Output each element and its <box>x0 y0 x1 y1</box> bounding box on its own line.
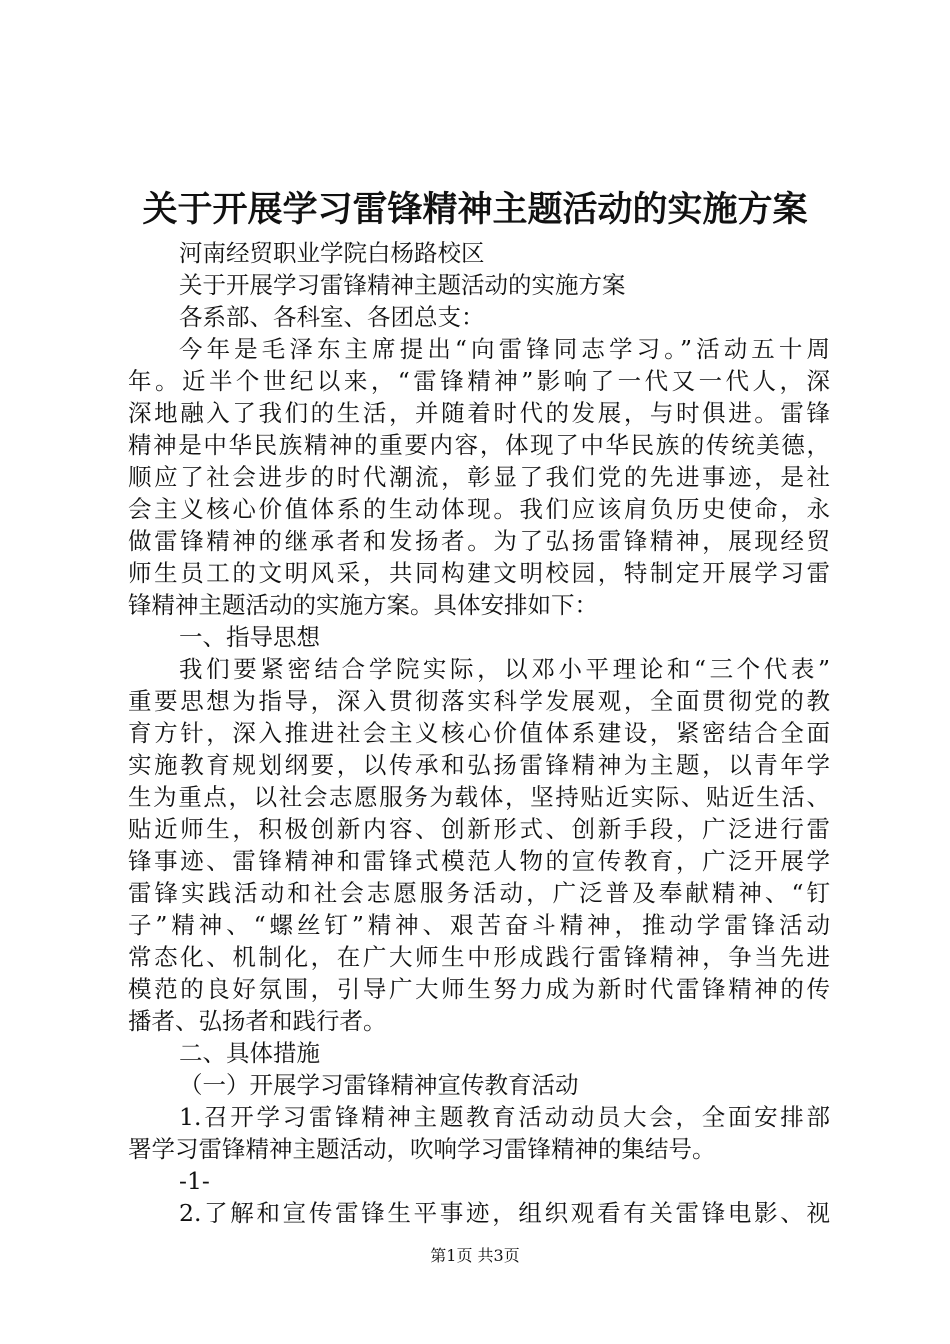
text-line: 我们要紧密结合学院实际，以邓小平理论和“三个代表” <box>179 655 830 683</box>
text-line: 育方针，深入推进社会主义核心价值体系建设，紧密结合全面 <box>128 719 830 747</box>
text-line: 1.召开学习雷锋精神主题教育活动动员大会，全面安排部 <box>179 1103 830 1131</box>
text-line: 雷锋实践活动和社会志愿服务活动，广泛普及奉献精神、“钉 <box>128 879 830 907</box>
text-line: 子”精神、“螺丝钉”精神、艰苦奋斗精神，推动学雷锋活动 <box>128 911 830 939</box>
text-line: 师生员工的文明风采，共同构建文明校园，特制定开展学习雷 <box>128 559 830 587</box>
page-footer: 第1页 共3页 <box>430 1246 520 1265</box>
text-line: （一）开展学习雷锋精神宣传教育活动 <box>179 1071 579 1099</box>
text-line: 关于开展学习雷锋精神主题活动的实施方案 <box>179 271 626 299</box>
text-line: 会主义核心价值体系的生动体现。我们应该肩负历史使命，永 <box>128 495 830 523</box>
text-line: 署学习雷锋精神主题活动，吹响学习雷锋精神的集结号。 <box>128 1135 716 1163</box>
text-line: 模范的良好氛围，引导广大师生努力成为新时代雷锋精神的传 <box>128 975 830 1003</box>
text-line: 河南经贸职业学院白杨路校区 <box>179 239 485 267</box>
text-line: 二、具体措施 <box>179 1039 320 1067</box>
text-line: 实施教育规划纲要，以传承和弘扬雷锋精神为主题，以青年学 <box>128 751 830 779</box>
text-line: 今年是毛泽东主席提出“向雷锋同志学习。”活动五十周 <box>179 335 830 363</box>
text-line: 深地融入了我们的生活，并随着时代的发展，与时俱进。雷锋 <box>128 399 830 427</box>
text-line: 生为重点，以社会志愿服务为载体，坚持贴近实际、贴近生活、 <box>128 783 830 811</box>
text-line: 锋精神主题活动的实施方案。具体安排如下： <box>128 591 598 619</box>
text-line: 顺应了社会进步的时代潮流，彰显了我们党的先进事迹，是社 <box>128 463 830 491</box>
text-line: 年。近半个世纪以来，“雷锋精神”影响了一代又一代人，深 <box>128 367 830 395</box>
text-line: 重要思想为指导，深入贯彻落实科学发展观，全面贯彻党的教 <box>128 687 830 715</box>
document-title: 关于开展学习雷锋精神主题活动的实施方案 <box>142 189 808 230</box>
text-line: 常态化、机制化，在广大师生中形成践行雷锋精神，争当先进 <box>128 943 830 971</box>
text-line: 精神是中华民族精神的重要内容，体现了中华民族的传统美德， <box>128 431 830 459</box>
text-line: 锋事迹、雷锋精神和雷锋式模范人物的宣传教育，广泛开展学 <box>128 847 830 875</box>
text-line: 贴近师生，积极创新内容、创新形式、创新手段，广泛进行雷 <box>128 815 830 843</box>
text-line: 播者、弘扬者和践行者。 <box>128 1007 387 1035</box>
text-line: 一、指导思想 <box>179 623 320 651</box>
text-line: -1- <box>179 1167 210 1195</box>
text-line: 各系部、各科室、各团总支： <box>179 303 485 331</box>
document-body <box>128 237 830 1229</box>
text-line: 2.了解和宣传雷锋生平事迹，组织观看有关雷锋电影、视 <box>179 1199 830 1227</box>
text-line: 做雷锋精神的继承者和发扬者。为了弘扬雷锋精神，展现经贸 <box>128 527 830 555</box>
